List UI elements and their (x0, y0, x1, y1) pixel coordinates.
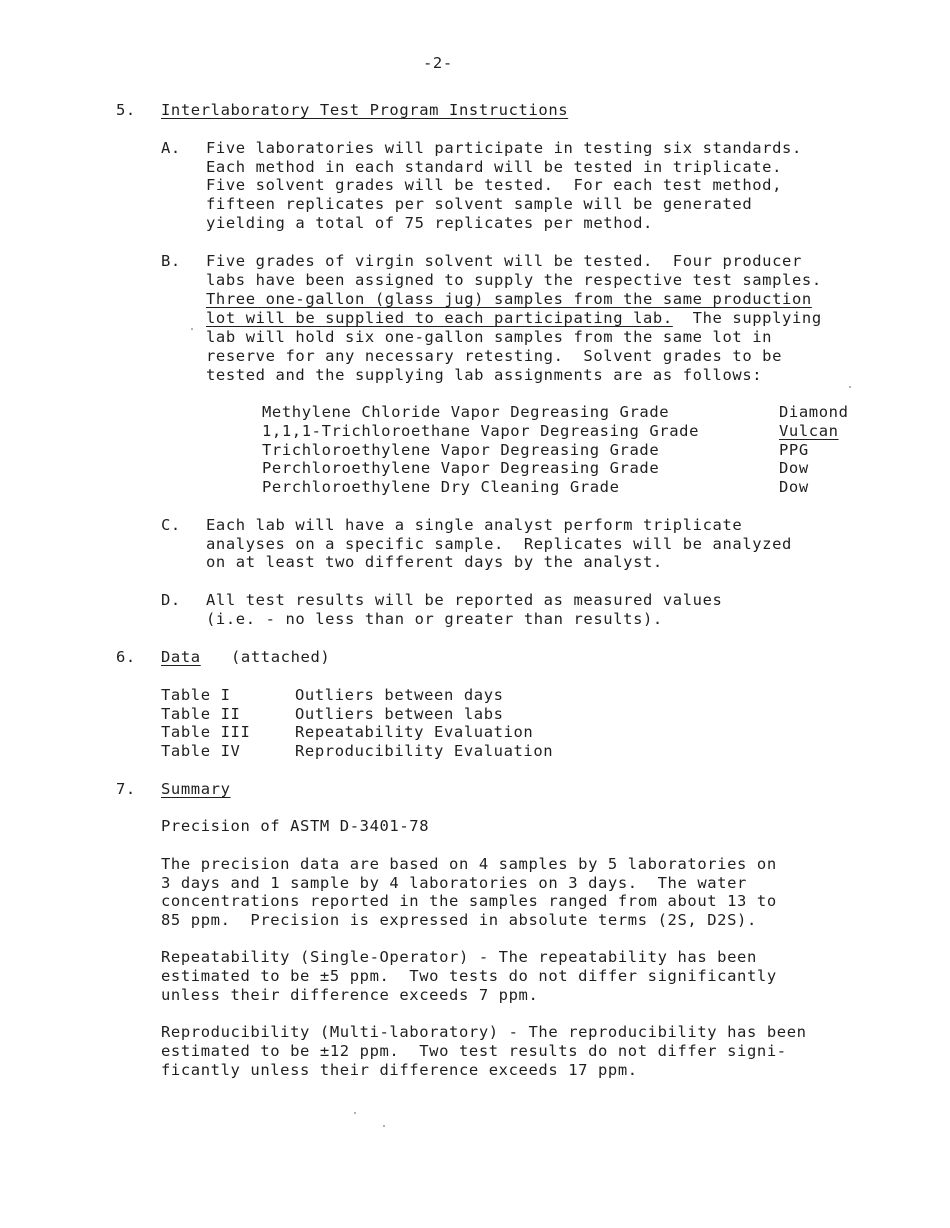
item-c-label: C. (161, 516, 181, 534)
item-a-line: Five laboratories will participate in testing six standards. (206, 139, 802, 157)
item-b-line: reserve for any necessary retesting. Solvent grades to be (206, 347, 783, 365)
item-b-underlined-line: Three one-gallon (glass jug) samples from the same production (206, 290, 812, 308)
grade-lab: Dow (779, 478, 809, 496)
table-desc: Outliers between days (295, 686, 504, 704)
item-b-label: B. (161, 252, 181, 270)
item-a-label: A. (161, 139, 181, 157)
table-desc: Reproducibility Evaluation (295, 742, 554, 760)
item-a-line: fifteen replicates per solvent sample will be generated (206, 195, 753, 213)
repeatability-line: estimated to be ±5 ppm. Two tests do not differ significantly (161, 967, 777, 985)
grade-name: Trichloroethylene Vapor Degreasing Grade (262, 441, 660, 459)
table-name: Table III (161, 723, 251, 741)
section-5-title: Interlaboratory Test Program Instructions (161, 101, 569, 119)
grade-name: Methylene Chloride Vapor Degreasing Grade (262, 403, 670, 421)
item-a-line: yielding a total of 75 replicates per method. (206, 214, 653, 232)
reproducibility-line: estimated to be ±12 ppm. Two test results do not differ signi- (161, 1042, 787, 1060)
grade-lab: Diamond (779, 403, 849, 421)
item-b-underlined-text: lot will be supplied to each participating lab. (206, 309, 673, 327)
reproducibility-line: Reproducibility (Multi-laboratory) - The reproducibility has been (161, 1023, 807, 1041)
item-a-line: Each method in each standard will be tested in triplicate. (206, 158, 783, 176)
scan-speck (849, 386, 851, 388)
section-7-number: 7. (116, 780, 136, 798)
precision-heading: Precision of ASTM D-3401-78 (161, 817, 430, 835)
table-desc: Repeatability Evaluation (295, 723, 534, 741)
item-d-label: D. (161, 591, 181, 609)
item-b-line: lab will hold six one-gallon samples from the same lot in (206, 328, 773, 346)
summary-paragraph-line: concentrations reported in the samples ranged from about 13 to (161, 892, 777, 910)
scan-speck (383, 1125, 385, 1127)
section-6-number: 6. (116, 648, 136, 666)
item-c-line: analyses on a specific sample. Replicates will be analyzed (206, 535, 792, 553)
table-name: Table IV (161, 742, 241, 760)
grade-name: 1,1,1-Trichloroethane Vapor Degreasing Grade (262, 422, 699, 440)
grade-name: Perchloroethylene Dry Cleaning Grade (262, 478, 620, 496)
page-number: -2- (423, 54, 453, 72)
section-6-title: Data (161, 648, 201, 666)
grade-lab: Vulcan (779, 422, 839, 440)
item-b-line-mixed (206, 309, 822, 327)
item-b-line: tested and the supplying lab assignments are as follows: (206, 366, 763, 384)
item-b-line: labs have been assigned to supply the respective test samples. (206, 271, 822, 289)
grade-lab: PPG (779, 441, 809, 459)
summary-paragraph-line: 3 days and 1 sample by 4 laboratories on 3 days. The water (161, 874, 747, 892)
item-b-text: The supplying (672, 309, 822, 327)
table-name: Table II (161, 705, 241, 723)
item-b-line: Five grades of virgin solvent will be tested. Four producer (206, 252, 802, 270)
scan-speck (354, 1112, 356, 1114)
table-name: Table I (161, 686, 231, 704)
summary-paragraph-line: The precision data are based on 4 samples by 5 laboratories on (161, 855, 777, 873)
repeatability-line: unless their difference exceeds 7 ppm. (161, 986, 539, 1004)
item-c-line: Each lab will have a single analyst perform triplicate (206, 516, 743, 534)
summary-paragraph-line: 85 ppm. Precision is expressed in absolute terms (2S, D2S). (161, 911, 757, 929)
section-6-note: (attached) (231, 648, 331, 666)
repeatability-line: Repeatability (Single-Operator) - The repeatability has been (161, 948, 757, 966)
section-7-title: Summary (161, 780, 231, 798)
item-d-line: All test results will be reported as measured values (206, 591, 723, 609)
item-c-line: on at least two different days by the analyst. (206, 553, 663, 571)
grade-lab: Dow (779, 459, 809, 477)
grade-name: Perchloroethylene Vapor Degreasing Grade (262, 459, 660, 477)
item-d-line: (i.e. - no less than or greater than results). (206, 610, 663, 628)
reproducibility-line: ficantly unless their difference exceeds 17 ppm. (161, 1061, 638, 1079)
scan-speck (191, 328, 193, 330)
table-desc: Outliers between labs (295, 705, 504, 723)
item-a-line: Five solvent grades will be tested. For each test method, (206, 176, 783, 194)
section-5-number: 5. (116, 101, 136, 119)
